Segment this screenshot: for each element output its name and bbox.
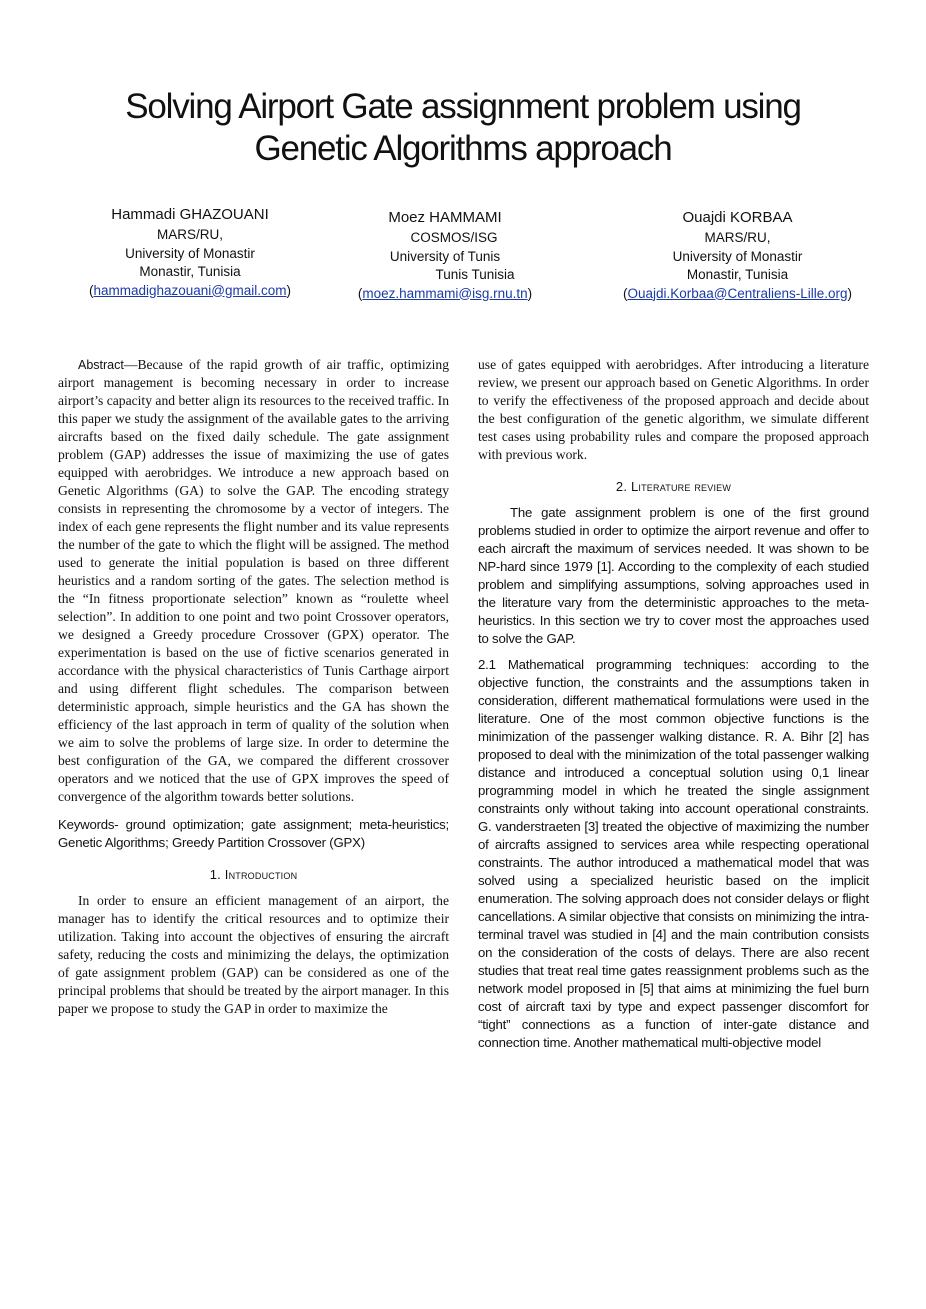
author-affiliation: COSMOS/ISG [410, 230, 498, 245]
section-heading-introduction: 1. Introduction [209, 867, 298, 882]
abstract-label: Abstract [78, 358, 124, 372]
author-block [70, 205, 310, 300]
author-email-link[interactable]: hammadighazouani@gmail.com [93, 282, 287, 298]
author-affiliation: MARS/RU, [704, 230, 771, 245]
author-affiliation: University of Monastir [125, 245, 255, 261]
introduction-text: In order to ensure an efficient management of an airport, the manager has to identify the critical resources and to optimize their utilization. Taking into account the objectives of ensuring the aircraft safety, reducing the costs and minimizing the delays, the optimization of gate assignment problem (GAP) can be considered as one of the principal problems that should be treated by the airport manager. In this paper we propose to study the GAP in order to maximize the [58, 893, 449, 1016]
author-email-link[interactable]: Ouajdi.Korbaa@Centraliens-Lille.org [627, 285, 848, 301]
author-block [600, 208, 875, 303]
literature-review-paragraph-2: 2.1 Mathematical programming techniques: according to the objective function, the constraints and the assumptions taken in consideration, different mathematical formulations were used in the literature. One of the most common objective functions is the minimization of the passenger walking distance. R. A. Bihr [2] has proposed to deal with the minimization of the total passenger walking distance and introduced a conceptual solution using 0,1 linear programming model in which he treated the single assignment constraints only without taking into account operational constraints. G. vanderstraeten [3] treated the objective of maximizing the number of aircrafts assigned to services area while respecting operational constraints. The author introduced a mathematical model that was solved using a specialized heuristic based on the implicit enumeration. The solving approach does not consider delays or flight cancellations. A similar objective that consists on minimizing the intra-terminal travel was studied in [4] and the main contribution consists on the consideration of the costs of delays. There are also recent studies that treat real time gates reassignment problems such as the network model proposed in [5] that aims at minimizing the fuel burn cost of aircraft taxi by type and expect passenger discomfort for “tight” connections as a function of inter-gate distance and connection time. Another mathematical multi-objective model [478, 657, 869, 1050]
keywords: Keywords- ground optimization; gate assignment; meta-heuristics; Genetic Algorithms; Greedy Partition Crossover (GPX) [58, 817, 449, 850]
literature-review-paragraph-1: The gate assignment problem is one of the first ground problems studied in order to optimize the airport revenue and offer to each aircraft the maximum of services needed. It was shown to be NP-hard since 1979 [1]. According to the complexity of each studied problem and simplifying assumptions, solving approaches used in the literature vary from the deterministic approaches to the meta-heuristics. In this section we try to cover most the approaches used to solve the GAP. [478, 505, 869, 646]
author-affiliation: Monastir, Tunisia [139, 264, 241, 279]
author-email-line: (moez.hammami@isg.rnu.tn) [357, 285, 533, 301]
author-name: Hammadi GHAZOUANI [111, 206, 269, 223]
left-column [58, 356, 449, 1018]
author-affiliation: Monastir, Tunisia [686, 267, 789, 282]
paper-title [60, 86, 866, 170]
author-email-line: (hammadighazouani@gmail.com) [88, 282, 292, 298]
right-column [478, 356, 869, 1052]
section-heading-literature-review: 2. Literature review [615, 479, 732, 494]
author-affiliation: MARS/RU, [156, 227, 223, 242]
author-block [320, 208, 570, 303]
author-email-link[interactable]: moez.hammami@isg.rnu.tn [362, 285, 528, 301]
introduction-continued: use of gates equipped with aerobridges. After introducing a literature review, we present our approach based on Genetic Algorithms. In order to verify the effectiveness of the proposed approach and decide about the best configuration of the genetic algorithm, we simulate different test cases using probability rules and compare the proposed approach with previous work. [478, 357, 869, 462]
author-affiliation: Tunis Tunisia [435, 267, 515, 282]
abstract-text: —Because of the rapid growth of air traffic, optimizing airport management is becoming necessary in order to increase airport’s capacity and better align its resources to the received traffic. In this paper we study the assignment of the available gates to the arriving aircrafts based on the fixed daily schedule. The gate assignment problem (GAP) addresses the issue of maximizing the use of gates equipped with aerobridges. We introduce a new approach based on Genetic Algorithms (GA) to solve the GAP. The encoding strategy consists in representing the chromosome by a vector of integers. The index of each gene represents the flight number and its value represents the number of the gate to which the flight will be assigned. The method used to generate the initial population is based on three different heuristics and a random sorting of the gates. The selection method is the “In fitness proportionate selection” known as “roulette wheel selection”. In addition to one point and two point Crossover operators, we designed a Greedy procedure Crossover (GPX) operator. The experimentation is based on the use of fictive scenarios generated in accordance with the physical characteristics of Tunis Carthage airport and using different flight schedules. The comparison between deterministic approach, simple heuristics and the GA has shown the efficiency of the last approach in term of quality of the solution when we aim to solve the problems of large size. In order to determine the best configuration of the GA, we compared the different crossover operators and we noticed that the use of GPX improves the speed of convergence of the algorithm towards better solutions. [58, 357, 449, 804]
title-line-1: Solving Airport Gate assignment problem using [125, 87, 801, 126]
author-name: Moez HAMMAMI [388, 209, 502, 226]
author-email-line: (Ouajdi.Korbaa@Centraliens-Lille.org) [622, 285, 853, 301]
title-line-2: Genetic Algorithms approach [254, 129, 672, 168]
author-affiliation: University of Monastir [672, 248, 803, 264]
author-name: Ouajdi KORBAA [682, 209, 793, 226]
author-affiliation: University of Tunis [389, 248, 501, 264]
abstract [58, 356, 449, 806]
